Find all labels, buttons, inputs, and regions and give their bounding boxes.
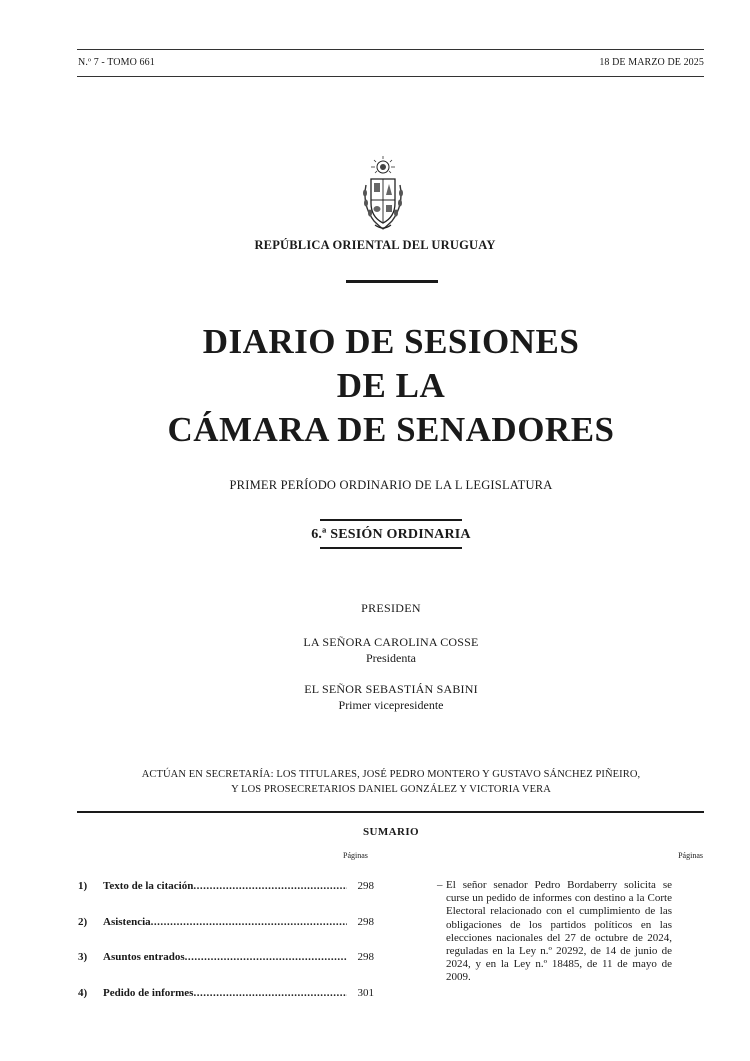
title-line-1: DIARIO DE SESIONES <box>202 322 580 361</box>
toc-item-label: Asistencia <box>103 916 151 928</box>
toc-item-number: 4) <box>78 987 88 999</box>
toc-leader-dots <box>185 951 347 963</box>
sumario-heading: SUMARIO <box>363 826 419 838</box>
secretaria-line-1: ACTÚAN EN SECRETARÍA: LOS TITULARES, JOSÉ PEDRO MONTERO Y GUSTAVO SÁNCHEZ PIÑEIRO, <box>141 769 641 780</box>
detail-dash: – <box>437 879 443 891</box>
toc-item-label: Pedido de informes <box>103 987 194 999</box>
toc-item <box>78 916 374 928</box>
sumario-detail <box>437 879 672 985</box>
header-bottom-rule <box>77 76 704 77</box>
toc-item-page: 298 <box>357 916 374 928</box>
header-top-rule <box>77 49 704 50</box>
toc-item-number: 1) <box>78 880 88 892</box>
issue-number: N.º 7 - TOMO 661 <box>78 57 155 68</box>
toc-leader-dots <box>193 880 347 892</box>
secretaria-line-2: Y LOS PROSECRETARIOS DANIEL GONZÁLEZ Y VICTORIA VERA <box>231 784 551 795</box>
toc-item <box>78 880 374 892</box>
title-line-3: CÁMARA DE SENADORES <box>167 410 615 449</box>
president-name: LA SEÑORA CAROLINA COSSE <box>303 635 479 649</box>
toc-item-number: 2) <box>78 916 88 928</box>
session-rule-bottom <box>320 547 462 549</box>
legislative-period: PRIMER PERÍODO ORDINARIO DE LA L LEGISLATURA <box>229 478 553 492</box>
toc-item-page: 298 <box>357 880 374 892</box>
toc-item-page: 301 <box>357 987 374 999</box>
presiden-heading: PRESIDEN <box>361 601 421 615</box>
pages-label-right: Páginas <box>678 851 703 860</box>
toc-leader-dots <box>193 987 347 999</box>
toc-leader-dots <box>151 916 347 928</box>
toc-item <box>78 987 374 999</box>
toc-item <box>78 951 374 963</box>
detail-text: El señor senador Pedro Bordaberry solicita se curse un pedido de informes con destino a la Corte Electoral relacionado con el cumplimiento de las obligaciones de los partidos políticos en las elecciones nacionales del 27 de octubre de 2024, reguladas en la Ley n.º 20292, de 14 de junio de 2024, y en la Ley n.º 18485, de 11 de mayo de 2009. <box>446 879 672 984</box>
pages-label-left: Páginas <box>343 851 368 860</box>
toc-item-page: 298 <box>357 951 374 963</box>
toc-item-number: 3) <box>78 951 88 963</box>
vice-president-name: EL SEÑOR SEBASTIÁN SABINI <box>304 682 478 696</box>
toc-item-label: Texto de la citación <box>103 880 194 892</box>
session-title: 6.ª SESIÓN ORDINARIA <box>311 527 471 542</box>
divider-rule <box>346 280 438 283</box>
toc-item-label: Asuntos entrados <box>103 951 185 963</box>
coat-of-arms-icon <box>360 155 406 233</box>
title-line-2: DE LA <box>336 366 446 405</box>
section-divider <box>77 811 704 813</box>
vice-president-role: Primer vicepresidente <box>338 698 444 712</box>
session-rule-top <box>320 519 462 521</box>
republic-name: REPÚBLICA ORIENTAL DEL URUGUAY <box>254 238 496 252</box>
president-role: Presidenta <box>366 651 416 665</box>
issue-date: 18 DE MARZO DE 2025 <box>599 57 704 68</box>
